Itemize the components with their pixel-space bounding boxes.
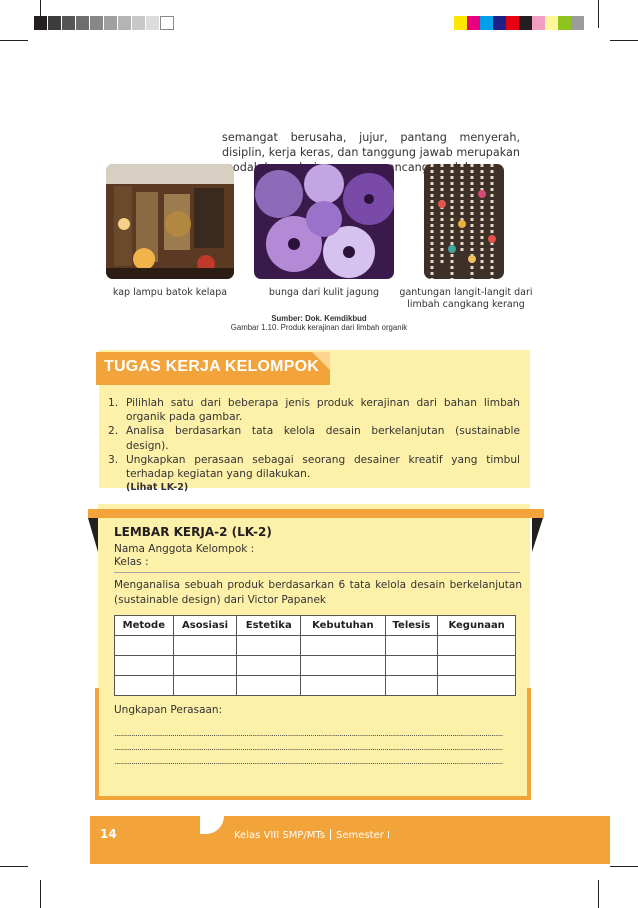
footer-info	[234, 829, 390, 841]
worksheet-corner-left	[88, 518, 98, 552]
task-item-number: 1.	[108, 397, 119, 409]
crop-mark	[40, 880, 41, 908]
caption-flowers: bunga dari kulit jagung	[268, 287, 380, 298]
table-cell[interactable]	[237, 656, 301, 676]
table-cell[interactable]	[301, 636, 386, 656]
footer-divider	[330, 829, 331, 840]
task-note: (Lihat LK-2)	[126, 482, 189, 494]
table-cell[interactable]	[237, 636, 301, 656]
task-item-text: Pilihlah satu dari beberapa jenis produk kerajinan dari bahan limbah organik pada gambar.	[126, 397, 520, 424]
worksheet-title: LEMBAR KERJA-2 (LK-2)	[114, 525, 272, 539]
crop-mark	[610, 40, 638, 41]
crop-mark	[610, 866, 638, 867]
figure-source: Sumber: Dok. Kemdikbud	[271, 314, 367, 323]
task-item	[108, 453, 520, 481]
footer-semester: Semester I	[336, 830, 390, 841]
table-cell[interactable]	[438, 636, 516, 656]
answer-line[interactable]: ........................................................................................................................................................................................................	[114, 758, 503, 766]
table-row	[115, 656, 516, 676]
analysis-table	[114, 615, 516, 696]
class-label: Kelas :	[114, 556, 149, 568]
table-cell[interactable]	[385, 636, 438, 656]
crop-mark	[40, 0, 41, 28]
intro-paragraph: semangat berusaha, jujur, pantang menyerah, disiplin, kerja keras, dan tanggung jawab merupakan modal perancang	[222, 131, 520, 174]
task-item-text: Analisa berdasarkan tata kelola desain berkelanjutan (sustainable design).	[126, 425, 520, 452]
column-header-metode: Metode	[115, 616, 174, 636]
task-item-number: 3.	[108, 453, 119, 466]
print-gray-bar	[34, 16, 174, 30]
worksheet-description: Menganalisa sebuah produk berdasarkan 6 tata kelola desain berkelanjutan (sustainable design) dari Victor Papanek	[114, 579, 522, 606]
table-header-row	[115, 616, 516, 636]
task-list	[108, 396, 520, 495]
divider	[114, 572, 520, 573]
caption-lamp: kap lampu batok kelapa	[112, 287, 228, 298]
page-number: 14	[100, 827, 117, 841]
table-cell[interactable]	[173, 636, 237, 656]
worksheet-top-bar	[88, 509, 544, 518]
task-item-text: Ungkapkan perasaan sebagai seorang desainer kreatif yang timbul terhadap kegiatan yang dilakukan.	[126, 453, 520, 481]
table-cell[interactable]	[173, 656, 237, 676]
table-cell[interactable]	[173, 676, 237, 696]
table-cell[interactable]	[301, 656, 386, 676]
answer-line[interactable]: ........................................................................................................................................................................................................	[114, 744, 503, 752]
table-cell[interactable]	[115, 636, 174, 656]
feelings-label: Ungkapan Perasaan:	[114, 704, 223, 716]
photo-corn-husk-flowers	[254, 164, 394, 279]
column-header-estetika: Estetika	[237, 616, 301, 636]
footer-grade: Kelas VIII SMP/MTs	[234, 830, 326, 841]
worksheet-corner-right	[532, 518, 543, 552]
figure-caption: Gambar 1.10. Produk kerajinan dari limbah organik	[230, 323, 408, 332]
task-item	[108, 424, 520, 452]
print-color-bar	[454, 16, 584, 30]
task-item-number: 2.	[108, 425, 119, 438]
crop-mark	[0, 40, 28, 41]
crop-mark	[0, 866, 28, 867]
column-header-kegunaan: Kegunaan	[438, 616, 516, 636]
table-body	[115, 636, 516, 696]
crop-mark	[598, 880, 599, 908]
column-header-telesis: Telesis	[385, 616, 438, 636]
table-cell[interactable]	[438, 676, 516, 696]
table-cell[interactable]	[438, 656, 516, 676]
answer-line[interactable]: ........................................................................................................................................................................................................	[114, 730, 503, 738]
column-header-asosiasi: Asosiasi	[173, 616, 237, 636]
table-cell[interactable]	[237, 676, 301, 696]
task-title: TUGAS KERJA KELOMPOK	[104, 358, 319, 375]
table-row	[115, 636, 516, 656]
table-cell[interactable]	[301, 676, 386, 696]
table-cell[interactable]	[385, 656, 438, 676]
photo-coconut-shell-lamp	[106, 164, 234, 279]
photo-shell-ceiling-hanging	[424, 164, 504, 279]
table-row	[115, 676, 516, 696]
table-cell[interactable]	[115, 656, 174, 676]
table-cell[interactable]	[115, 676, 174, 696]
member-name-label: Nama Anggota Kelompok :	[114, 543, 255, 555]
column-header-kebutuhan: Kebutuhan	[301, 616, 386, 636]
crop-mark	[598, 0, 599, 28]
table-cell[interactable]	[385, 676, 438, 696]
caption-shell-hanging: gantungan langit-langit dari limbah cangkang kerang	[399, 287, 533, 310]
task-item	[108, 396, 520, 424]
